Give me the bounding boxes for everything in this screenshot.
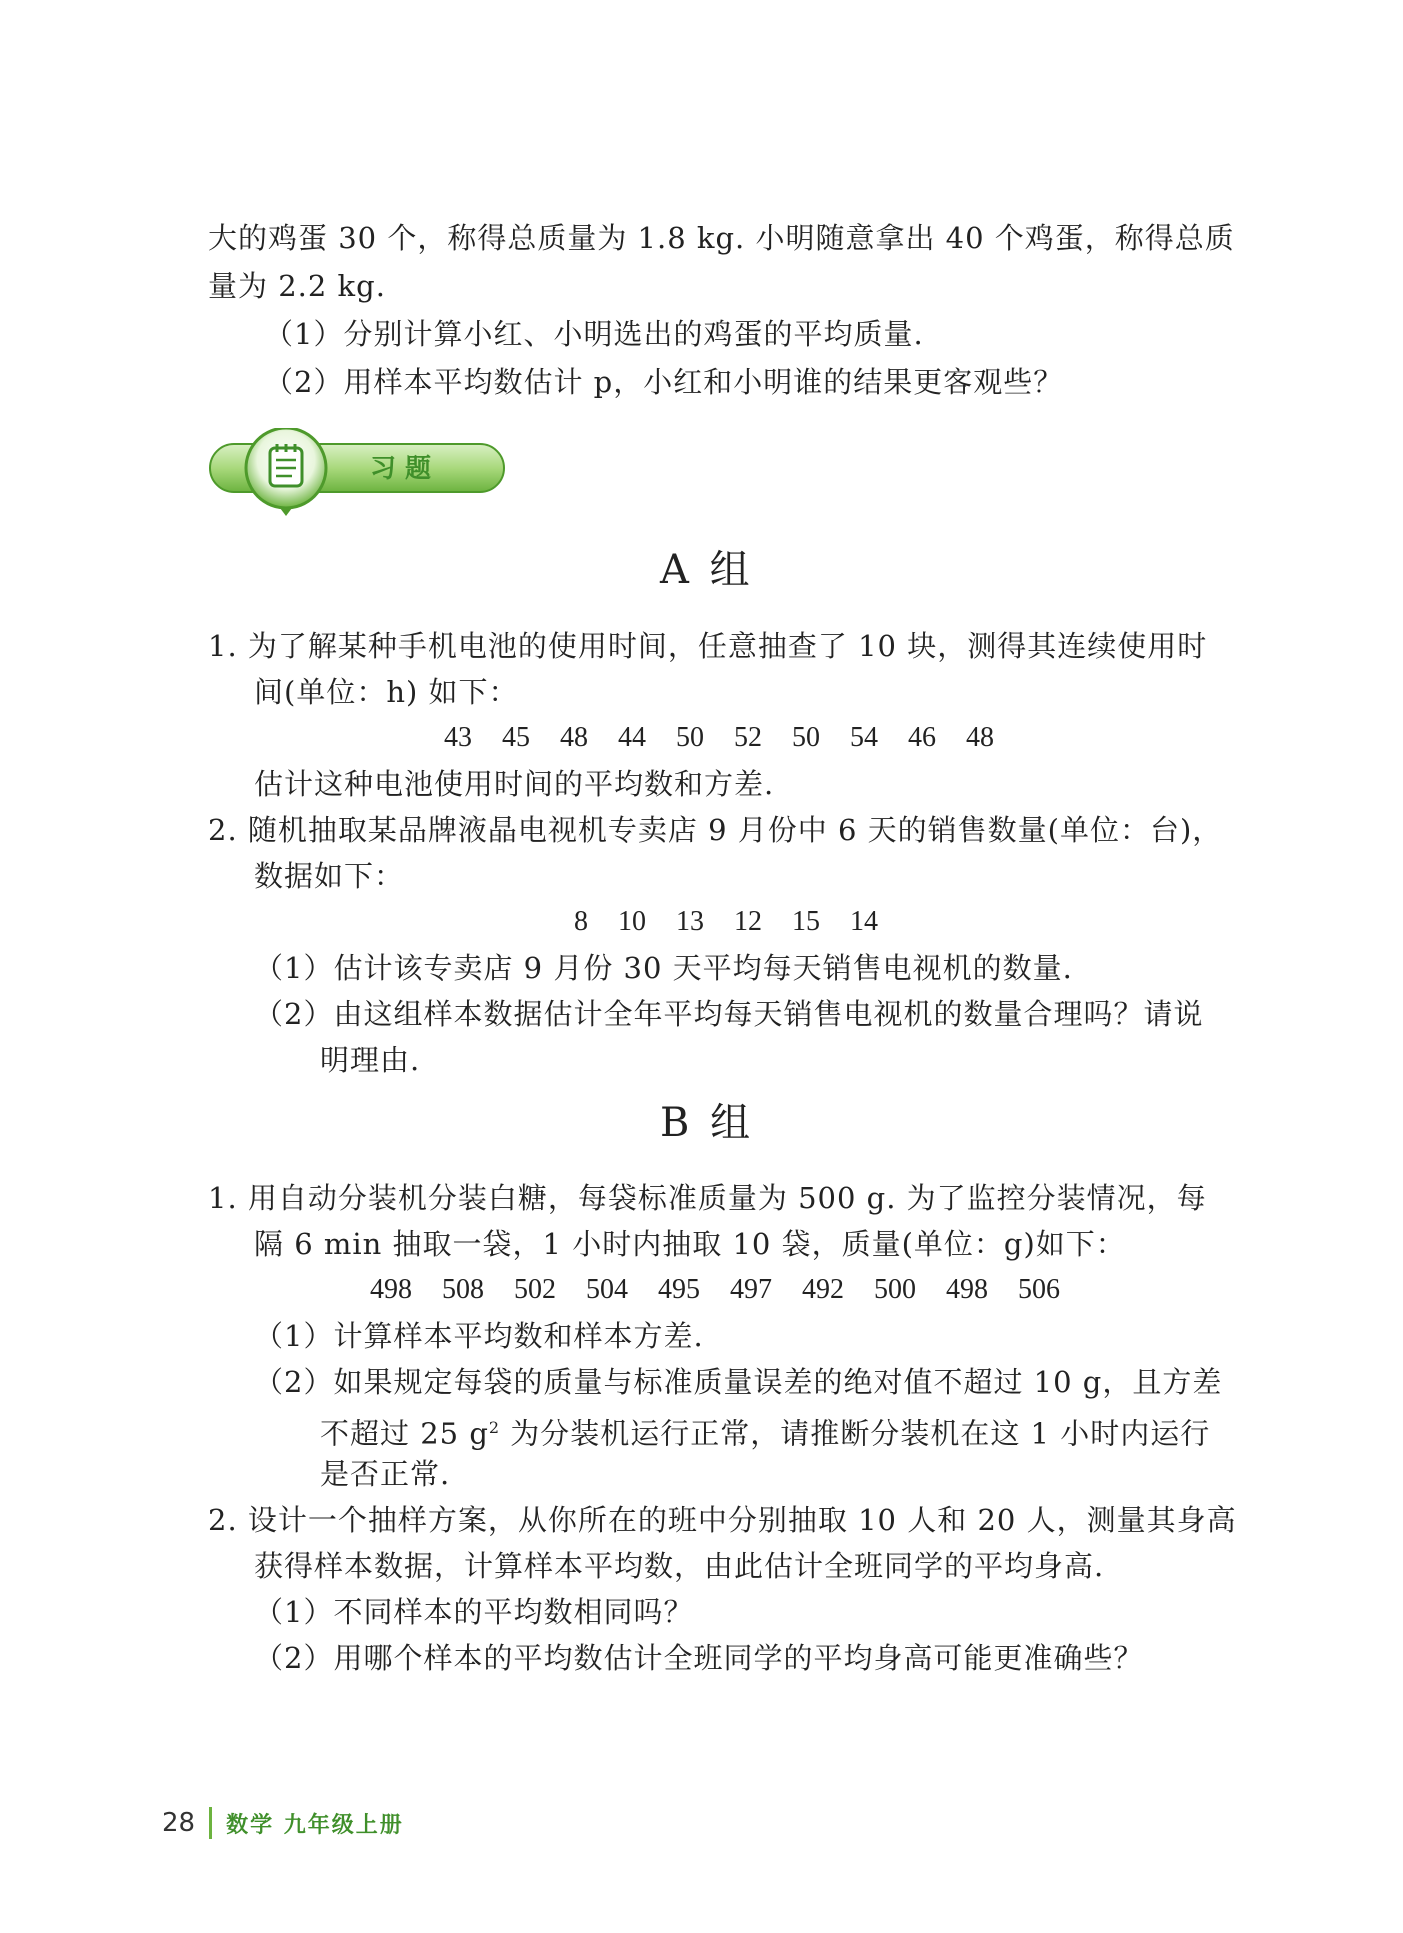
b-problem-1-question-2-line-3: 是否正常. — [320, 1457, 451, 1491]
data-value: 13 — [676, 906, 704, 937]
a-problem-2-line-1: 2. 随机抽取某品牌液晶电视机专卖店 9 月份中 6 天的销售数量(单位：台)， — [208, 813, 1223, 847]
a-problem-1-line-2: 间(单位：h) 如下： — [254, 675, 519, 709]
data-value: 48 — [560, 722, 588, 753]
a-problem-2-question-2-line-1: （2）由这组样本数据估计全年平均每天销售电视机的数量合理吗？请说 — [254, 997, 1204, 1031]
group-a-title: A 组 — [660, 547, 754, 593]
banner-label: 习 题 — [370, 454, 432, 484]
data-value: 50 — [792, 722, 820, 753]
b-problem-1-question-1: （1）计算样本平均数和样本方差. — [254, 1319, 704, 1353]
banner-graphic — [208, 428, 508, 528]
data-value: 502 — [514, 1274, 556, 1305]
data-value: 12 — [734, 906, 762, 937]
data-value: 46 — [908, 722, 936, 753]
data-value: 508 — [442, 1274, 484, 1305]
data-value: 492 — [802, 1274, 844, 1305]
footer-divider — [209, 1807, 212, 1839]
data-value: 498 — [370, 1274, 412, 1305]
data-value: 10 — [618, 906, 646, 937]
b-problem-1-line-2: 隔 6 min 抽取一袋，1 小时内抽取 10 袋，质量(单位：g)如下： — [254, 1227, 1126, 1261]
exercises-banner — [208, 428, 508, 528]
data-value: 504 — [586, 1274, 628, 1305]
intro-question-1: （1）分别计算小红、小明选出的鸡蛋的平均质量. — [264, 317, 924, 351]
a-problem-2-data — [574, 902, 908, 942]
data-value: 50 — [676, 722, 704, 753]
b-problem-2-question-2: （2）用哪个样本的平均数估计全班同学的平均身高可能更准确些？ — [254, 1641, 1144, 1675]
notepad-icon — [270, 444, 302, 486]
a-problem-2-question-2-line-2: 明理由. — [320, 1043, 421, 1077]
text-segment: 不超过 25 g — [320, 1416, 489, 1451]
b-problem-2-line-2: 获得样本数据，计算样本平均数，由此估计全班同学的平均身高. — [254, 1549, 1105, 1583]
b-problem-1-question-2-line-1: （2）如果规定每袋的质量与标准质量误差的绝对值不超过 10 g，且方差 — [254, 1365, 1223, 1399]
page-number: 28 — [162, 1808, 196, 1838]
data-value: 500 — [874, 1274, 916, 1305]
book-title: 数学 九年级上册 — [226, 1812, 404, 1838]
superscript: 2 — [488, 1418, 501, 1437]
a-problem-1-line-3: 估计这种电池使用时间的平均数和方差. — [254, 767, 775, 801]
a-problem-1-data — [444, 718, 1024, 758]
group-b-title: B 组 — [660, 1100, 755, 1146]
page-footer — [162, 1803, 404, 1843]
data-value: 48 — [966, 722, 994, 753]
data-value: 495 — [658, 1274, 700, 1305]
data-value: 506 — [1018, 1274, 1060, 1305]
data-value: 8 — [574, 906, 588, 937]
data-value: 43 — [444, 722, 472, 753]
data-value: 54 — [850, 722, 878, 753]
data-value: 14 — [850, 906, 878, 937]
intro-line-1: 大的鸡蛋 30 个，称得总质量为 1.8 kg. 小明随意拿出 40 个鸡蛋，称得总质 — [208, 221, 1235, 255]
b-problem-1-data — [370, 1270, 1090, 1310]
data-value: 15 — [792, 906, 820, 937]
data-value: 497 — [730, 1274, 772, 1305]
a-problem-1-line-1: 1. 为了解某种手机电池的使用时间，任意抽查了 10 块，测得其连续使用时 — [208, 629, 1208, 663]
b-problem-1-line-1: 1. 用自动分装机分装白糖，每袋标准质量为 500 g. 为了监控分装情况，每 — [208, 1181, 1207, 1215]
intro-line-2: 量为 2.2 kg. — [208, 269, 386, 303]
intro-question-2: （2）用样本平均数估计 p，小红和小明谁的结果更客观些？ — [264, 365, 1064, 399]
data-value: 45 — [502, 722, 530, 753]
data-value: 52 — [734, 722, 762, 753]
b-problem-2-line-1: 2. 设计一个抽样方案，从你所在的班中分别抽取 10 人和 20 人，测量其身高 — [208, 1503, 1237, 1537]
data-value: 498 — [946, 1274, 988, 1305]
a-problem-2-question-1: （1）估计该专卖店 9 月份 30 天平均每天销售电视机的数量. — [254, 951, 1073, 985]
text-segment: 为分装机运行正常，请推断分装机在这 1 小时内运行 — [500, 1416, 1211, 1451]
data-value: 44 — [618, 722, 646, 753]
a-problem-2-line-2: 数据如下： — [254, 859, 405, 893]
b-problem-1-question-2-line-2 — [320, 1408, 1210, 1454]
b-problem-2-question-1: （1）不同样本的平均数相同吗？ — [254, 1595, 694, 1629]
